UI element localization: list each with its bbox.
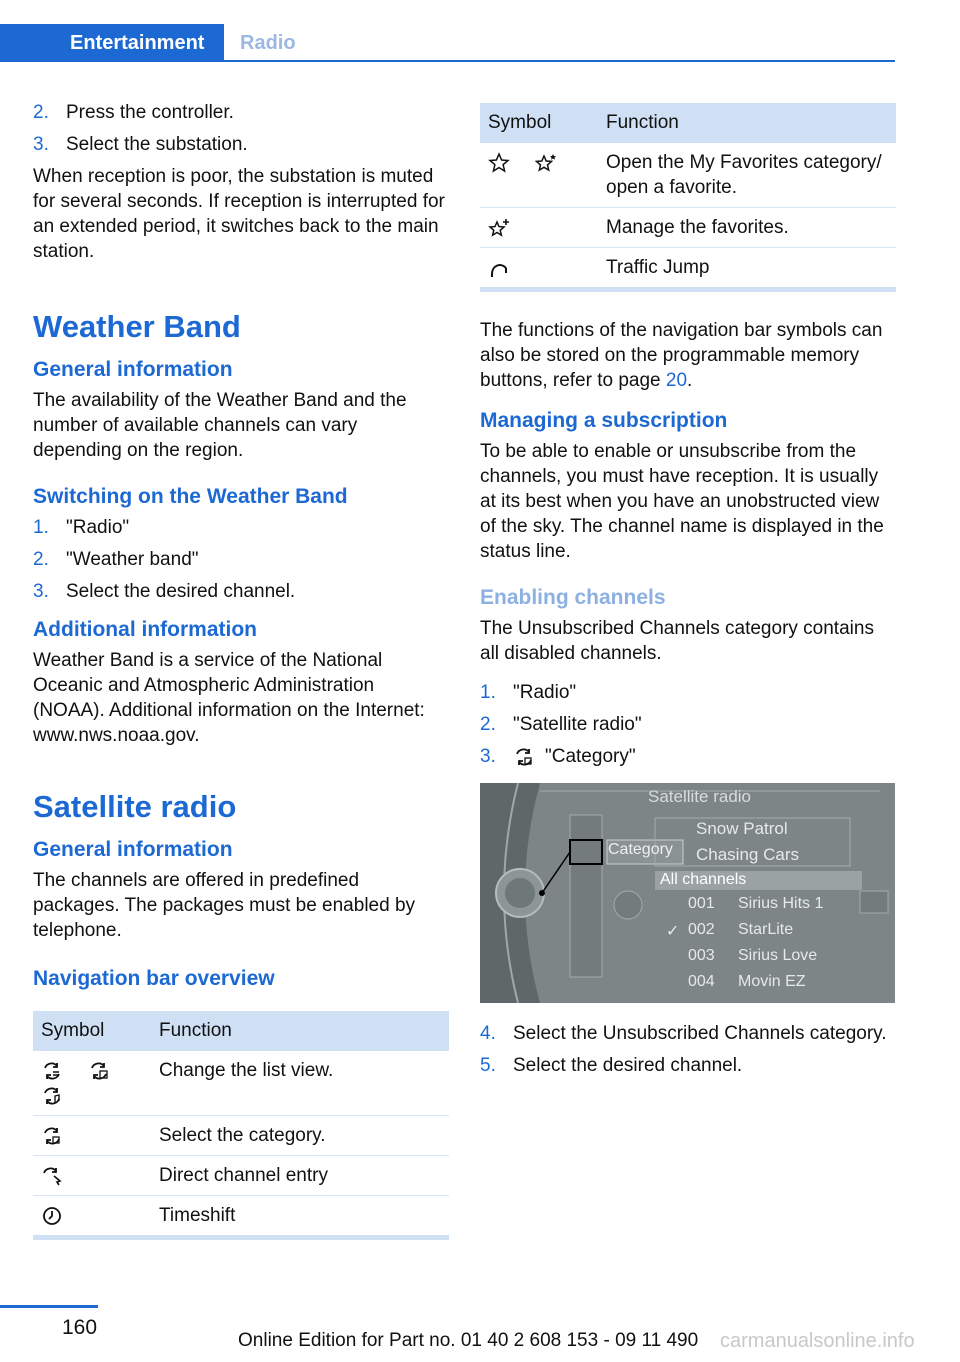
table-row: Change the list view. <box>33 1051 449 1116</box>
heading-enabling-channels: Enabling channels <box>480 586 666 609</box>
list-item: 4. Select the Unsubscribed Channels category. <box>480 1023 887 1044</box>
right-column <box>480 100 896 1085</box>
satellite-radio-screenshot <box>480 783 895 1003</box>
category-icon <box>513 746 535 768</box>
list-item: 3. "Category" <box>480 746 636 767</box>
paragraph-unsubscribed: The Unsubscribed Channels category contains all disabled channels. <box>480 618 874 664</box>
channel-row[interactable]: 001 Sirius Hits 1 <box>688 895 824 912</box>
timeshift-icon <box>41 1205 63 1227</box>
screen-selected-category[interactable]: All channels <box>660 871 747 888</box>
screen-song: Chasing Cars <box>696 845 799 864</box>
table-row: Open the My Favorites category/ open a favorite. <box>480 143 896 208</box>
navigation-bar-table <box>33 1011 449 1240</box>
favorites-table <box>480 103 896 292</box>
page-number: 160 <box>62 1316 98 1339</box>
screen-tooltip: Category <box>608 841 673 858</box>
list-item: 2. Press the controller. <box>33 102 234 123</box>
steps-weather <box>33 515 449 604</box>
channel-row[interactable]: 004 Movin EZ <box>688 973 806 990</box>
star-plus-icon <box>488 217 510 239</box>
steps-enable <box>480 680 896 769</box>
category-icon <box>41 1125 63 1147</box>
paragraph-noaa: Weather Band is a service of the National Oceanic and Atmospheric Administration (NOAA). Additional information on the Internet: www.nws.noaa.gov. <box>33 650 425 746</box>
list-item: 5. Select the desired channel. <box>480 1055 743 1076</box>
channel-row[interactable]: ✓ 002 StarLite <box>666 921 794 940</box>
list-item: 2. "Satellite radio" <box>480 714 642 735</box>
list-item: 1. "Radio" <box>33 517 130 538</box>
table-row: Select the category. <box>33 1116 449 1156</box>
star-filled-icon <box>535 152 557 174</box>
heading-managing-subscription: Managing a subscription <box>480 409 728 432</box>
list-item: 3. Select the substation. <box>33 134 248 155</box>
steps-final <box>480 1021 896 1078</box>
page-link[interactable]: 20 <box>665 370 688 391</box>
heading-general-information-2: General information <box>33 838 233 861</box>
traffic-jump-icon <box>488 257 510 279</box>
heading-general-information: General information <box>33 358 233 381</box>
table-row: Timeshift <box>33 1196 449 1238</box>
heading-satellite-radio: Satellite radio <box>33 789 237 824</box>
footer-rule <box>0 1305 98 1308</box>
column-header-function: Function <box>598 103 896 143</box>
edition-note: Online Edition for Part no. 01 40 2 608 153 - 09 11 490 <box>238 1330 699 1351</box>
heading-additional-information: Additional information <box>33 618 257 641</box>
column-header-symbol: Symbol <box>33 1011 151 1051</box>
screen-title: Satellite radio <box>648 787 752 806</box>
list-item: 1. "Radio" <box>480 682 577 703</box>
list-view-icon <box>41 1060 63 1082</box>
star-outline-icon <box>488 152 510 174</box>
heading-navigation-bar: Navigation bar overview <box>33 967 275 990</box>
left-column <box>33 100 449 1240</box>
paragraph-packages: The channels are offered in predefined packages. The packages must be enabled by telephone. <box>33 870 416 941</box>
list-view-category-icon <box>88 1060 110 1082</box>
paragraph-subscribe: To be able to enable or unsubscribe from the channels, you must have reception. It is usually at its best when you have an unobstructed view of the sky. The channel name is displayed in the status line. <box>480 441 884 562</box>
table-row: Traffic Jump <box>480 248 896 290</box>
watermark: carmanualsonline.info <box>720 1330 915 1352</box>
check-icon: ✓ <box>666 923 680 940</box>
table-row: Manage the favorites. <box>480 208 896 248</box>
list-view-music-icon <box>41 1085 63 1107</box>
channel-list <box>666 895 876 999</box>
paragraph-reception: When reception is poor, the substation is muted for several seconds. If reception is interrupted for an extended period, it switches back to the main station. <box>33 166 445 262</box>
direct-entry-icon <box>41 1165 63 1187</box>
steps-substation <box>33 100 449 157</box>
paragraph-functions: The functions of the navigation bar symbols can also be stored on the programmable memory buttons, refer to page 20. <box>480 320 883 391</box>
chapter-header <box>0 24 895 62</box>
tab-entertainment[interactable]: Entertainment <box>0 24 224 62</box>
column-header-symbol: Symbol <box>480 103 598 143</box>
heading-weather-band: Weather Band <box>33 309 241 344</box>
paragraph-availability: The availability of the Weather Band and the number of available channels can vary depending on the region. <box>33 390 407 461</box>
tab-radio[interactable]: Radio <box>240 32 296 54</box>
list-item: 3. Select the desired channel. <box>33 581 296 602</box>
column-header-function: Function <box>151 1011 449 1051</box>
table-row: Direct channel entry <box>33 1156 449 1196</box>
screen-artist: Snow Patrol <box>696 819 788 838</box>
list-item: 2. "Weather band" <box>33 549 199 570</box>
channel-row[interactable]: 003 Sirius Love <box>688 947 818 964</box>
heading-switching-on: Switching on the Weather Band <box>33 485 348 508</box>
